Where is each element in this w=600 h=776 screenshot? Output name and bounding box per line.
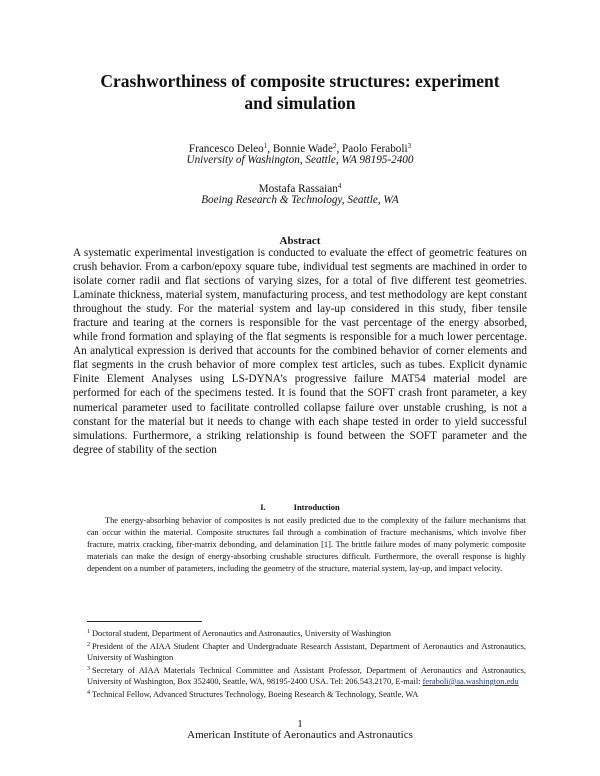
abstract-body: A systematic experimental investigation is conducted to evaluate the effect of geometric features on crush behavior. From a carbon/epoxy square tube, individual test segments are machined in order to isolate corner radii and flat sections of varying sizes, for a total of five different test geometries. Laminate thickness, material system, manufacturing process, and test methodology are kept constant throughout the study. For the material system and lay-up considered in this study, fiber tensile fracture and tearing at the corners is responsible for the vast percentage of the energy absorbed, while frond formation and splaying of the flat segments is responsible for a much lower percentage. An analytical expression is derived that accounts for the combined behavior of corner elements and flat segments in the crush behavior of more complex test articles, such as tubes. Explicit dynamic Finite Element Analyses using LS-DYNA’s progressive failure MAT54 material model are performed for each of the specimens tested. It is found that the SOFT crash front parameter, a key numerical parameter used to facilitate controlled collapse failure over unstable crushing, is not a constant for the material but it needs to change with each shape tested in order to yield successful simulations. Furthermore, a striking relationship is found between the SOFT parameter and the degree of stability of the section	[73, 247, 527, 456]
section-title: Introduction	[293, 502, 340, 512]
title-line-1: Crashworthiness of composite structures: experiment	[100, 71, 500, 91]
author-name: Mostafa Rassaian	[258, 183, 338, 195]
affiliation-boeing: Boeing Research & Technology, Seattle, WA	[201, 194, 399, 206]
paper-title	[70, 70, 530, 114]
section-heading	[0, 502, 600, 512]
footnote-text: President of the AIAA Student Chapter and Undergraduate Research Assistant, Department of Aeronautics and Astronautics, University of Washington	[87, 641, 526, 662]
footnote-mark: 2	[87, 641, 90, 648]
footnote	[87, 664, 526, 688]
author-mark: 2	[332, 142, 337, 150]
footnote-text: Doctoral student, Department of Aeronautics and Astronautics, University of Washington	[92, 629, 391, 638]
author-name: Paolo Feraboli	[342, 143, 408, 155]
author-list: Francesco Deleo$^1$, Bonnie Wade$^2$, Paolo Feraboli$^3$	[188, 142, 412, 155]
author-mark: 4	[337, 182, 342, 190]
footnote-text: Secretary of AIAA Materials Technical Committee and Assistant Professor, Department of Aeronautics and Astronautics, University of Washington, Box 352400, Seattle, WA, 98195-2400 USA. Tel: 206.543.2170, E-mail:	[87, 665, 526, 686]
footnotes	[87, 627, 526, 700]
footnote-mark: 4	[87, 689, 90, 696]
page-footer: American Institute of Aeronautics and Astronautics	[187, 729, 413, 741]
email-link[interactable]: feraboli@aa.washington.edu	[422, 676, 519, 686]
footnote-rule	[87, 621, 202, 622]
author-mark: 3	[407, 142, 412, 150]
footnote	[87, 688, 526, 701]
footnote-text: Technical Fellow, Advanced Structures Technology, Boeing Research & Technology, Seattle, WA	[92, 689, 419, 699]
affiliation-uw: University of Washington, Seattle, WA 98195-2400	[186, 154, 414, 166]
title-line-2: and simulation	[244, 93, 356, 113]
footnote-mark: 3	[87, 665, 90, 672]
author-name: Bonnie Wade	[272, 143, 333, 155]
footnote	[87, 640, 526, 664]
footnote-mark: 1	[87, 629, 90, 635]
page-number: 1	[297, 718, 303, 730]
author-mark: 1	[263, 142, 268, 150]
author-name: Francesco Deleo	[188, 143, 264, 155]
footnote	[87, 627, 526, 640]
section-number: I.	[260, 502, 266, 512]
abstract-heading: Abstract	[279, 235, 321, 247]
introduction-paragraph: The energy-absorbing behavior of composites is not easily predicted due to the complexity of the failure mechanisms that can occur within the material. Composite structures fail through a combination of fracture mechanisms, which involve fiber fracture, matrix cracking, fiber-matrix debonding, and delamination [1]. The brittle failure modes of many polymeric composite materials can make the design of energy-absorbing crushable structures difficult. Furthermore, the overall response is highly dependent on a number of parameters, including the geometry of the structure, material system, lay-up, and impact velocity.	[87, 516, 526, 574]
